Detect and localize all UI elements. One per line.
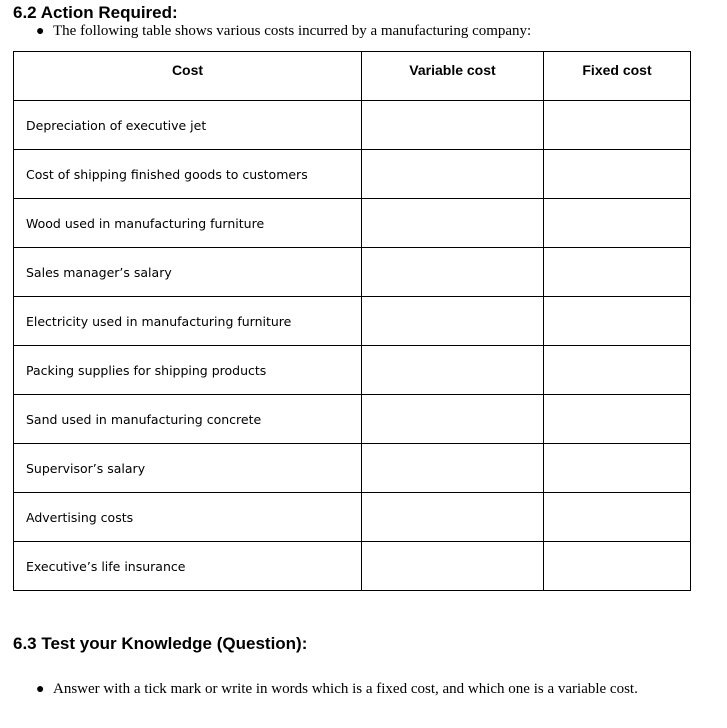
variable-cost-cell[interactable] xyxy=(362,493,544,542)
cost-cell: Advertising costs xyxy=(14,493,362,542)
table-row xyxy=(14,199,691,248)
header-fixed-cost: Fixed cost xyxy=(544,52,691,101)
variable-cost-cell[interactable] xyxy=(362,101,544,150)
table-row xyxy=(14,542,691,591)
variable-cost-cell[interactable] xyxy=(362,297,544,346)
cost-cell: Sales manager’s salary xyxy=(14,248,362,297)
bullet-icon: ● xyxy=(36,24,45,39)
table-row xyxy=(14,346,691,395)
intro-text: The following table shows various costs incurred by a manufacturing company: xyxy=(53,23,532,39)
fixed-cost-cell[interactable] xyxy=(544,346,691,395)
table-row xyxy=(14,444,691,493)
cost-cell: Wood used in manufacturing furniture xyxy=(14,199,362,248)
fixed-cost-cell[interactable] xyxy=(544,199,691,248)
cost-classification-table xyxy=(13,51,691,591)
fixed-cost-cell[interactable] xyxy=(544,395,691,444)
instruction-bullet xyxy=(36,680,638,699)
cost-cell: Executive’s life insurance xyxy=(14,542,362,591)
section-6-2-heading: 6.2 Action Required: xyxy=(13,3,178,22)
variable-cost-cell[interactable] xyxy=(362,248,544,297)
variable-cost-cell[interactable] xyxy=(362,346,544,395)
variable-cost-cell[interactable] xyxy=(362,395,544,444)
table-row xyxy=(14,297,691,346)
table-row xyxy=(14,248,691,297)
variable-cost-cell[interactable] xyxy=(362,150,544,199)
cost-cell: Depreciation of executive jet xyxy=(14,101,362,150)
instruction-text: Answer with a tick mark or write in words which is a fixed cost, and which one is a variable cost. xyxy=(53,681,638,697)
header-cost: Cost xyxy=(14,52,362,101)
variable-cost-cell[interactable] xyxy=(362,542,544,591)
variable-cost-cell[interactable] xyxy=(362,199,544,248)
fixed-cost-cell[interactable] xyxy=(544,101,691,150)
cost-cell: Electricity used in manufacturing furniture xyxy=(14,297,362,346)
fixed-cost-cell[interactable] xyxy=(544,444,691,493)
variable-cost-cell[interactable] xyxy=(362,444,544,493)
table-row xyxy=(14,101,691,150)
fixed-cost-cell[interactable] xyxy=(544,493,691,542)
table-row xyxy=(14,493,691,542)
table-header-row xyxy=(14,52,691,101)
cost-cell: Supervisor’s salary xyxy=(14,444,362,493)
fixed-cost-cell[interactable] xyxy=(544,542,691,591)
cost-cell: Sand used in manufacturing concrete xyxy=(14,395,362,444)
cost-cell: Packing supplies for shipping products xyxy=(14,346,362,395)
table-row xyxy=(14,395,691,444)
table-row xyxy=(14,150,691,199)
fixed-cost-cell[interactable] xyxy=(544,150,691,199)
bullet-icon: ● xyxy=(36,682,45,697)
header-variable-cost: Variable cost xyxy=(362,52,544,101)
intro-bullet xyxy=(36,22,531,41)
section-6-3-heading: 6.3 Test your Knowledge (Question): xyxy=(13,634,308,653)
fixed-cost-cell[interactable] xyxy=(544,248,691,297)
fixed-cost-cell[interactable] xyxy=(544,297,691,346)
cost-cell: Cost of shipping finished goods to customers xyxy=(14,150,362,199)
